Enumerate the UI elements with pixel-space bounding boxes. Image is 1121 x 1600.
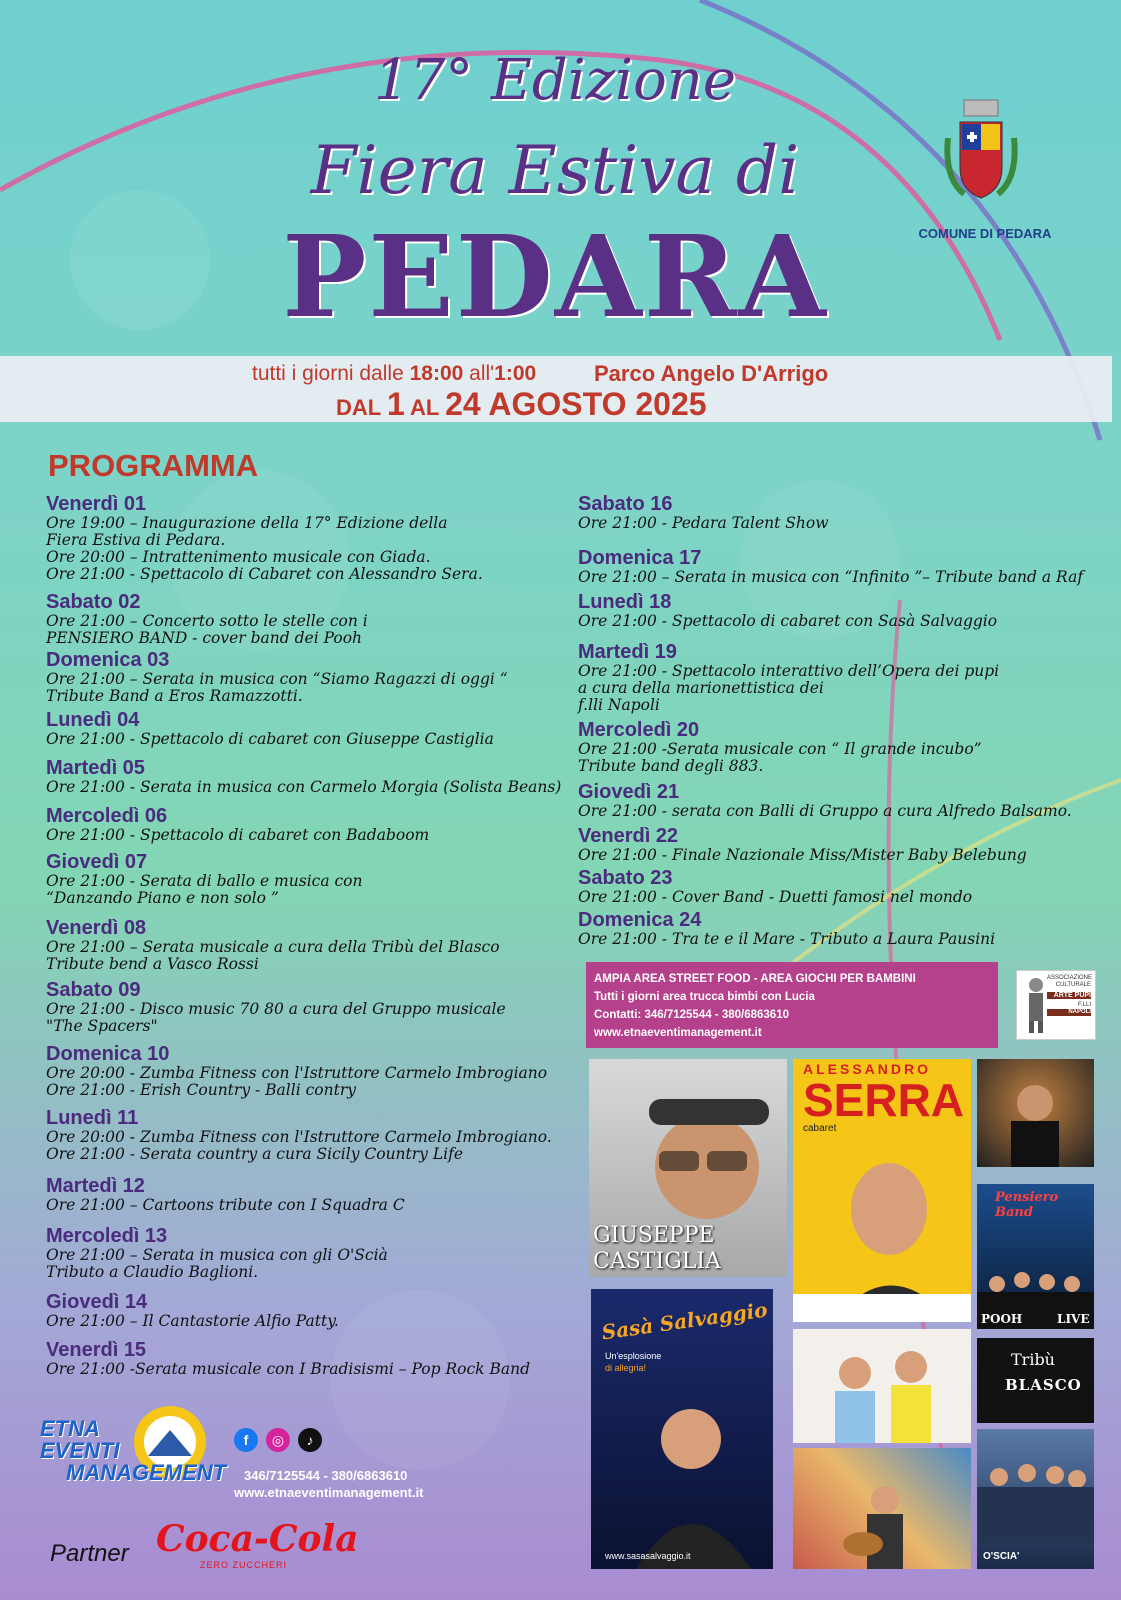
hours-text: [252, 362, 536, 386]
coca-cola-logo: Coca-Cola: [156, 1518, 359, 1560]
castiglia-first-name: GIUSEPPE: [593, 1223, 715, 1248]
fair-title: Fiera Estiva di: [310, 132, 800, 209]
program-day: Lunedì 18: [578, 591, 672, 613]
program-line: Ore 21:00 - Spettacolo di cabaret con Sasà Salvaggio: [578, 612, 998, 630]
program-line: Ore 21:00 - Serata in musica con Carmelo Morgia (Solista Beans): [46, 778, 562, 796]
program-entry: [46, 1340, 530, 1378]
photo-singer: [977, 1059, 1094, 1167]
program-entry: [46, 650, 508, 705]
arte-l4: NAPOLI: [1047, 1009, 1091, 1016]
program-day: Lunedì 04: [46, 709, 140, 731]
program-day: Martedì 12: [46, 1175, 145, 1197]
program-line: Ore 21:00 - Spettacolo di cabaret con Giuseppe Castiglia: [46, 730, 494, 748]
blasco-label: BLASCO: [1005, 1376, 1082, 1394]
pensiero-band-logo: Pensiero Band: [995, 1190, 1059, 1220]
program-line: PENSIERO BAND - cover band dei Pooh: [46, 629, 363, 647]
program-line: Ore 21:00 - Pedara Talent Show: [578, 514, 829, 532]
photo-oscia: [977, 1429, 1094, 1569]
program-line: Ore 21:00 – Concerto sotto le stelle con i: [46, 612, 368, 630]
program-day: Domenica 17: [578, 547, 702, 569]
program-line: a cura della marionettistica dei: [578, 679, 824, 697]
program-entry: [46, 592, 368, 647]
program-day: Giovedì 21: [578, 781, 680, 803]
program-entry: [46, 494, 483, 583]
program-entry: [46, 710, 494, 748]
arte-l3: F.LLI: [1077, 1002, 1091, 1008]
program-entry: [46, 1226, 388, 1281]
program-line: f.lli Napoli: [578, 696, 660, 714]
program-entry: [46, 852, 363, 907]
band-members: [977, 1184, 1094, 1329]
date-from: 1: [386, 386, 405, 422]
date-band: [0, 356, 1112, 422]
duo-portrait: [793, 1329, 971, 1443]
info-box: [586, 962, 998, 1048]
town-title: PEDARA: [282, 212, 828, 343]
program-line: Ore 21:00 – Cartoons tribute con I Squadra C: [46, 1196, 405, 1214]
program-line: Ore 21:00 – Il Cantastorie Alfio Patty.: [46, 1312, 339, 1330]
program-day: Venerdì 01: [46, 493, 147, 515]
program-entry: [46, 758, 561, 796]
program-line: Ore 20:00 – Intrattenimento musicale con Giada.: [46, 548, 431, 566]
footer-website[interactable]: www.etnaeventimanagement.it: [234, 1485, 424, 1500]
photo-salvaggio: [591, 1289, 773, 1569]
program-line: Ore 19:00 – Inaugurazione della 17° Edizione della: [46, 514, 448, 532]
venue: Parco Angelo D'Arrigo: [594, 361, 829, 386]
program-day: Venerdì 08: [46, 917, 147, 939]
singer-silhouette: [977, 1059, 1094, 1167]
arte-l2: ARTE PUPI: [1047, 992, 1091, 999]
program-line: Ore 21:00 - Serata di ballo e musica con: [46, 872, 363, 890]
info-street-food: AMPIA AREA STREET FOOD - AREA GIOCHI PER BAMBINI: [594, 973, 916, 985]
instagram-icon[interactable]: ◎: [266, 1428, 290, 1452]
footer-phones: 346/7125544 - 380/6863610: [244, 1468, 408, 1483]
program-line: Ore 21:00 – Serata in musica con “Siamo Ragazzi di oggi “: [46, 670, 508, 688]
program-entry: [46, 1044, 547, 1099]
edition-title: 17° Edizione: [373, 48, 737, 113]
management-word: MANAGEMENT: [66, 1460, 227, 1485]
program-line: Ore 21:00 -Serata musicale con I Bradisismi – Pop Rock Band: [46, 1360, 530, 1378]
program-day: Giovedì 14: [46, 1291, 148, 1313]
program-day: Giovedì 07: [46, 851, 148, 873]
salvaggio-tagline-2: di allegria!: [605, 1363, 647, 1373]
program-day: Mercoledì 13: [46, 1225, 168, 1247]
salvaggio-url[interactable]: www.sasasalvaggio.it: [605, 1551, 691, 1561]
program-entry: [46, 1176, 405, 1214]
program-line: Ore 21:00 – Serata in musica con “Infinito ”– Tribute band a Raf: [578, 568, 1084, 586]
program-line: Ore 20:00 - Zumba Fitness con l'Istruttore Carmelo Imbrogiano.: [46, 1128, 552, 1146]
program-line: Ore 21:00 - Serata country a cura Sicily Country Life: [46, 1145, 464, 1163]
etna-eventi-logo: [40, 1418, 226, 1484]
tribu-label: Tribù: [1011, 1350, 1055, 1369]
info-trucca-bimbi: Tutti i giorni area trucca bimbi con Lucia: [594, 991, 815, 1003]
photo-tribu-blasco: [977, 1338, 1094, 1423]
arte-pupi-logo: [1016, 970, 1096, 1040]
program-day: Mercoledì 20: [578, 719, 700, 741]
program-entry: [578, 782, 1072, 820]
program-day: Martedì 19: [578, 641, 677, 663]
info-website[interactable]: www.etnaeventimanagement.it: [594, 1027, 762, 1039]
program-day: Sabato 16: [578, 493, 673, 515]
hours-prefix: tutti i giorni dalle: [252, 362, 410, 385]
program-entry: [46, 918, 500, 973]
program-line: Ore 21:00 - Tra te e il Mare - Tributo a Laura Pausini: [578, 930, 996, 948]
program-entry: [578, 720, 982, 775]
program-entry: [46, 1108, 552, 1163]
pooh-label: POOH: [981, 1312, 1023, 1326]
program-day: Mercoledì 06: [46, 805, 168, 827]
program-line: Ore 20:00 - Zumba Fitness con l'Istruttore Carmelo Imbrogiano: [46, 1064, 548, 1082]
program-line: Ore 21:00 - serata con Balli di Gruppo a cura Alfredo Balsamo.: [578, 802, 1072, 820]
program-entry: [578, 548, 1083, 586]
program-line: Ore 21:00 - Erish Country - Balli contry: [46, 1081, 356, 1099]
program-entry: [578, 868, 972, 906]
program-entry: [46, 980, 506, 1035]
program-line: Ore 21:00 -Serata musicale con “ Il grande incubo”: [578, 740, 982, 758]
program-line: Ore 21:00 - Spettacolo interattivo dell’Opera dei pupi: [578, 662, 1000, 680]
program-line: Ore 21:00 - Spettacolo di cabaret con Badaboom: [46, 826, 430, 844]
oscia-label: O'SCIA': [983, 1551, 1020, 1562]
program-day: Lunedì 11: [46, 1107, 139, 1129]
salvaggio-logo: Sasà Salvaggio: [600, 1297, 769, 1345]
castiglia-last-name: CASTIGLIA: [593, 1249, 721, 1274]
program-entry: [578, 494, 828, 532]
date-al: AL: [404, 395, 446, 420]
oscia-members: [977, 1429, 1094, 1569]
footer-contacts: [234, 1467, 424, 1501]
tiktok-icon[interactable]: ♪: [298, 1428, 322, 1452]
program-day: Domenica 10: [46, 1043, 170, 1065]
salvaggio-portrait: [591, 1289, 773, 1569]
photo-castiglia: [589, 1059, 787, 1277]
program-line: Ore 21:00 - Disco music 70 80 a cura del Gruppo musicale: [46, 1000, 506, 1018]
program-day: Venerdì 15: [46, 1339, 147, 1361]
programma-heading: PROGRAMMA: [48, 448, 259, 483]
hours-start: 18:00: [409, 362, 464, 385]
program-day: Martedì 05: [46, 757, 145, 779]
program-line: Tribute bend a Vasco Rossi: [46, 955, 259, 973]
program-line: Ore 21:00 - Cover Band - Duetti famosi nel mondo: [578, 888, 973, 906]
cantastorie-figure: [793, 1448, 971, 1569]
serra-last-name: SERRA: [803, 1074, 965, 1126]
program-entry: [46, 806, 429, 844]
program-line: Tributo a Claudio Baglioni.: [46, 1263, 259, 1281]
hours-end: 1:00: [494, 362, 537, 385]
program-entry: [46, 1292, 339, 1330]
program-line: “Danzando Piano e non solo ”: [46, 889, 279, 907]
serra-portrait: [793, 1059, 971, 1322]
program-line: Ore 21:00 – Serata in musica con gli O'Scià: [46, 1246, 388, 1264]
program-line: "The Spacers": [46, 1017, 158, 1035]
program-line: Tribute band degli 883.: [578, 757, 764, 775]
program-day: Sabato 02: [46, 591, 141, 613]
program-day: Domenica 24: [578, 909, 702, 931]
coca-cola-subtitle: ZERO ZUCCHERI: [200, 1560, 287, 1570]
program-line: Fiera Estiva di Pedara.: [46, 531, 226, 549]
photo-duo: [793, 1329, 971, 1443]
program-day: Sabato 09: [46, 979, 141, 1001]
program-line: Ore 21:00 – Serata musicale a cura della Tribù del Blasco: [46, 938, 500, 956]
serra-first-name: ALESSANDRO: [803, 1061, 932, 1077]
photo-cantastorie: [793, 1448, 971, 1569]
program-day: Sabato 23: [578, 867, 673, 889]
salvaggio-tagline-1: Un'esplosione: [605, 1351, 662, 1361]
comune-label: COMUNE DI PEDARA: [918, 226, 1052, 241]
program-entry: [578, 642, 999, 714]
comune-crest-icon: [944, 98, 1018, 218]
photo-pensiero-band: [977, 1184, 1094, 1329]
eventi-word: EVENTI: [40, 1438, 120, 1463]
program-day: Domenica 03: [46, 649, 170, 671]
program-line: Ore 21:00 - Spettacolo di Cabaret con Alessandro Sera.: [46, 565, 483, 583]
program-day: Venerdì 22: [578, 825, 679, 847]
hours-mid: all': [463, 362, 495, 385]
program-entry: [578, 910, 995, 948]
photo-serra: [793, 1059, 971, 1322]
etna-word: ETNA: [40, 1416, 100, 1441]
program-entry: [578, 592, 997, 630]
program-line: Ore 21:00 - Finale Nazionale Miss/Mister Baby Belebung: [578, 846, 1027, 864]
arte-l1: ASSOCIAZIONE CULTURALE: [1047, 975, 1093, 988]
social-icons: [234, 1428, 330, 1452]
date-dal: DAL: [336, 395, 387, 420]
date-range: [336, 386, 707, 423]
partner-label: Partner: [50, 1540, 129, 1567]
facebook-icon[interactable]: f: [234, 1428, 258, 1452]
live-label: LIVE: [1057, 1312, 1090, 1326]
arte-pupi-text: [1047, 975, 1091, 1016]
serra-subtitle: cabaret: [803, 1123, 837, 1134]
program-entry: [578, 826, 1027, 864]
program-line: Tribute Band a Eros Ramazzotti.: [46, 687, 303, 705]
info-contacts: Contatti: 346/7125544 - 380/6863610: [594, 1009, 789, 1021]
date-to: 24 AGOSTO 2025: [445, 386, 707, 422]
